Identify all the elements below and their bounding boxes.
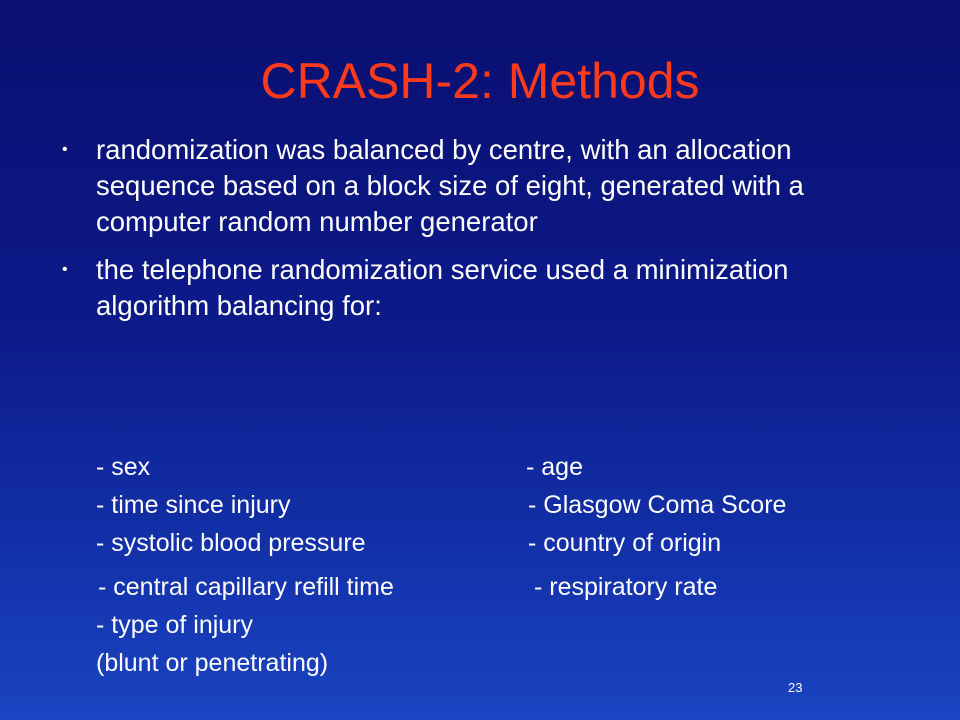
factor-central-capillary-refill-time: - central capillary refill time [98,573,394,601]
factor-type-of-injury: - type of injury [96,611,254,639]
bullet-item-randomization [62,132,902,240]
factor-row [96,524,916,562]
factor-row [96,568,916,606]
factor-systolic-blood-pressure: - systolic blood pressure [96,529,366,557]
bullet-text: the telephone randomization service used a minimization algorithm balancing for: [96,254,789,321]
factor-row [96,486,916,524]
factor-row [96,606,916,644]
slide-title: CRASH-2: Methods [260,53,700,109]
bullet-list [62,132,902,336]
factor-time-since-injury: - time since injury [96,491,291,519]
factor-glasgow-coma-score: - Glasgow Coma Score [528,491,787,519]
factor-country-of-origin: - country of origin [528,529,722,557]
bullet-item-minimization [62,252,902,324]
factor-sex: - sex [96,453,151,481]
factor-age: - age [526,453,583,481]
bullet-dot-icon: • [62,141,68,158]
factor-row [96,644,916,682]
bullet-text: randomization was balanced by centre, with an allocation sequence based on a block size of eight, generated with a computer random number generator [96,134,804,237]
bullet-dot-icon: • [62,261,68,278]
factor-row [96,448,916,486]
factor-respiratory-rate: - respiratory rate [534,573,718,601]
page-number: 23 [788,680,803,695]
factor-injury-type-detail: (blunt or penetrating) [96,649,329,677]
balancing-factors [96,448,916,682]
